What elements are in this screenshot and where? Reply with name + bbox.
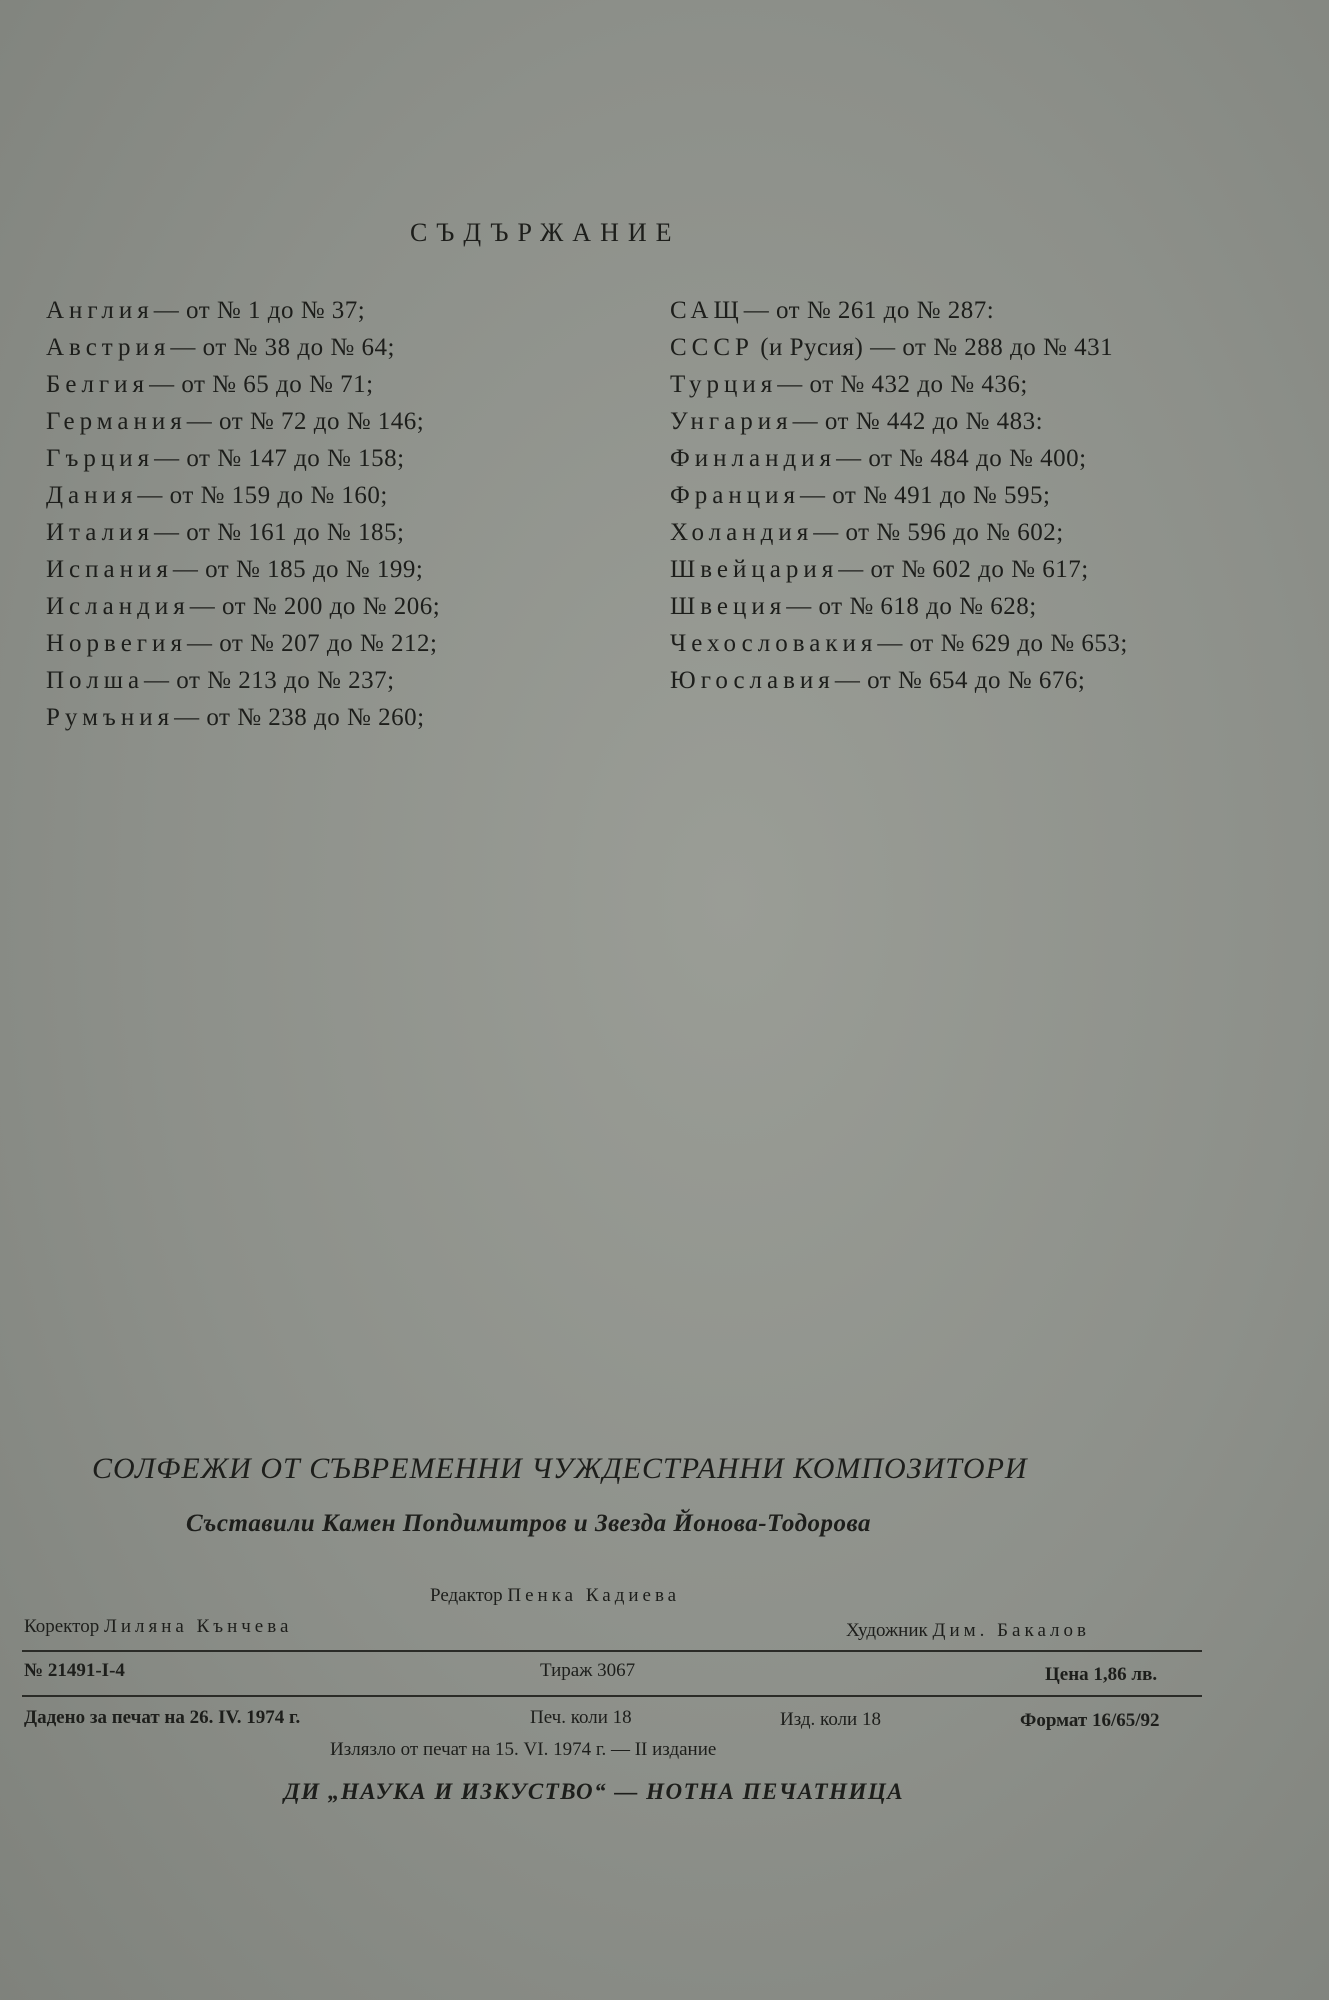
toc-range: — от № 484 до № 400; [836, 445, 1087, 472]
toc-entry [46, 699, 440, 736]
toc-country: Австрия [46, 334, 171, 361]
toc-country: Гърция [46, 445, 155, 472]
toc-range: (и Русия) — от № 288 до № 431 [760, 334, 1114, 361]
toc-country: Югославия [670, 667, 835, 694]
toc-country: Дания [46, 482, 138, 509]
toc-range: — от № 432 до № 436; [777, 371, 1028, 398]
toc-country: Холандия [670, 519, 814, 546]
toc-entry [46, 514, 440, 551]
toc-country: Германия [46, 408, 187, 435]
toc-range: — от № 1 до № 37; [153, 297, 366, 324]
editor-label: Редактор [430, 1585, 503, 1606]
editor-line [430, 1585, 680, 1607]
toc-country: Швеция [670, 593, 787, 620]
release-line: Излязло от печат на 15. VI. 1974 г. — II издание [330, 1739, 717, 1760]
toc-left-column [46, 292, 440, 736]
toc-range: — от № 629 до № 653; [877, 630, 1128, 657]
print-run: Тираж 3067 [540, 1660, 636, 1681]
toc-country: Норвегия [46, 630, 187, 657]
toc-range: — от № 213 до № 237; [144, 667, 395, 694]
toc-country: Финландия [670, 445, 837, 472]
toc-country: СССР [670, 334, 754, 361]
toc-entry [670, 514, 1128, 551]
toc-range: — от № 618 до № 628; [786, 593, 1037, 620]
corrector-line [24, 1616, 292, 1638]
artist-line [846, 1620, 1090, 1642]
toc-country: Чехословакия [670, 630, 878, 657]
artist-label: Художник [846, 1620, 928, 1641]
publishing-sheets: Изд. коли 18 [780, 1709, 881, 1730]
toc-entry [670, 477, 1128, 514]
toc-entry [46, 551, 440, 588]
toc-entry [46, 588, 440, 625]
toc-range: — от № 65 до № 71; [149, 371, 374, 398]
toc-entry [670, 292, 1128, 329]
toc-country: Швейцария [670, 556, 839, 583]
toc-country: Белгия [46, 371, 150, 398]
toc-entry [670, 366, 1128, 403]
toc-entry [670, 403, 1128, 440]
toc-range: — от № 159 до № 160; [137, 482, 388, 509]
corrector-name: Лиляна Кънчева [103, 1616, 293, 1637]
toc-entry [670, 440, 1128, 477]
toc-country: Англия [46, 297, 154, 324]
toc-entry [670, 662, 1128, 699]
toc-entry [670, 329, 1128, 366]
toc-range: — от № 38 до № 64; [170, 334, 395, 361]
toc-country: Испания [46, 556, 173, 583]
toc-country: Исландия [46, 593, 190, 620]
toc-entry [46, 366, 440, 403]
toc-country: Унгария [670, 408, 793, 435]
toc-range: — от № 596 до № 602; [813, 519, 1064, 546]
price: Цена 1,86 лв. [1045, 1664, 1158, 1685]
toc-range: — от № 602 до № 617; [838, 556, 1089, 583]
book-authors: Съставили Камен Попдимитров и Звезда Йонова-Тодорова [186, 1510, 871, 1537]
toc-country: Полша [46, 667, 145, 694]
toc-entry [46, 292, 440, 329]
toc-range: — от № 261 до № 287: [743, 297, 995, 324]
toc-entry [46, 477, 440, 514]
toc-country: Италия [46, 519, 154, 546]
toc-country: Румъния [46, 704, 175, 731]
sent-to-print: Дадено за печат на 26. IV. 1974 г. [24, 1707, 301, 1728]
print-sheets: Печ. коли 18 [530, 1707, 632, 1728]
artist-name: Дим. Бакалов [932, 1620, 1090, 1641]
toc-country: САЩ [670, 297, 744, 324]
toc-range: — от № 442 до № 483: [792, 408, 1044, 435]
toc-range: — от № 72 до № 146; [186, 408, 425, 435]
toc-range: — от № 491 до № 595; [799, 482, 1051, 509]
toc-entry [670, 551, 1128, 588]
toc-range: — от № 207 до № 212; [186, 630, 438, 657]
toc-range: — от № 654 до № 676; [834, 667, 1086, 694]
order-number: № 21491-I-4 [24, 1660, 125, 1681]
toc-country: Турция [670, 371, 778, 398]
toc-right-column [670, 292, 1128, 699]
toc-range: — от № 238 до № 260; [174, 704, 425, 731]
toc-range: — от № 161 до № 185; [153, 519, 405, 546]
format: Формат 16/65/92 [1020, 1710, 1160, 1731]
toc-entry [46, 403, 440, 440]
toc-title: СЪДЪРЖАНИЕ [410, 218, 681, 247]
book-title: СОЛФЕЖИ ОТ СЪВРЕМЕННИ ЧУЖДЕСТРАННИ КОМПОЗИТОРИ [92, 1452, 1028, 1485]
toc-entry [46, 662, 440, 699]
toc-entry [46, 625, 440, 662]
publisher: ДИ „НАУКА И ИЗКУСТВО“ — НОТНА ПЕЧАТНИЦА [284, 1779, 905, 1804]
toc-entry [670, 588, 1128, 625]
divider-top [22, 1650, 1202, 1652]
toc-entry [46, 329, 440, 366]
toc-range: — от № 147 до № 158; [154, 445, 405, 472]
toc-entry [670, 625, 1128, 662]
toc-country: Франция [670, 482, 800, 509]
corrector-label: Коректор [24, 1616, 100, 1637]
toc-entry [46, 440, 440, 477]
divider-bottom [22, 1695, 1202, 1697]
editor-name: Пенка Кадиева [507, 1585, 681, 1606]
toc-range: — от № 200 до № 206; [189, 593, 441, 620]
toc-range: — от № 185 до № 199; [172, 556, 424, 583]
